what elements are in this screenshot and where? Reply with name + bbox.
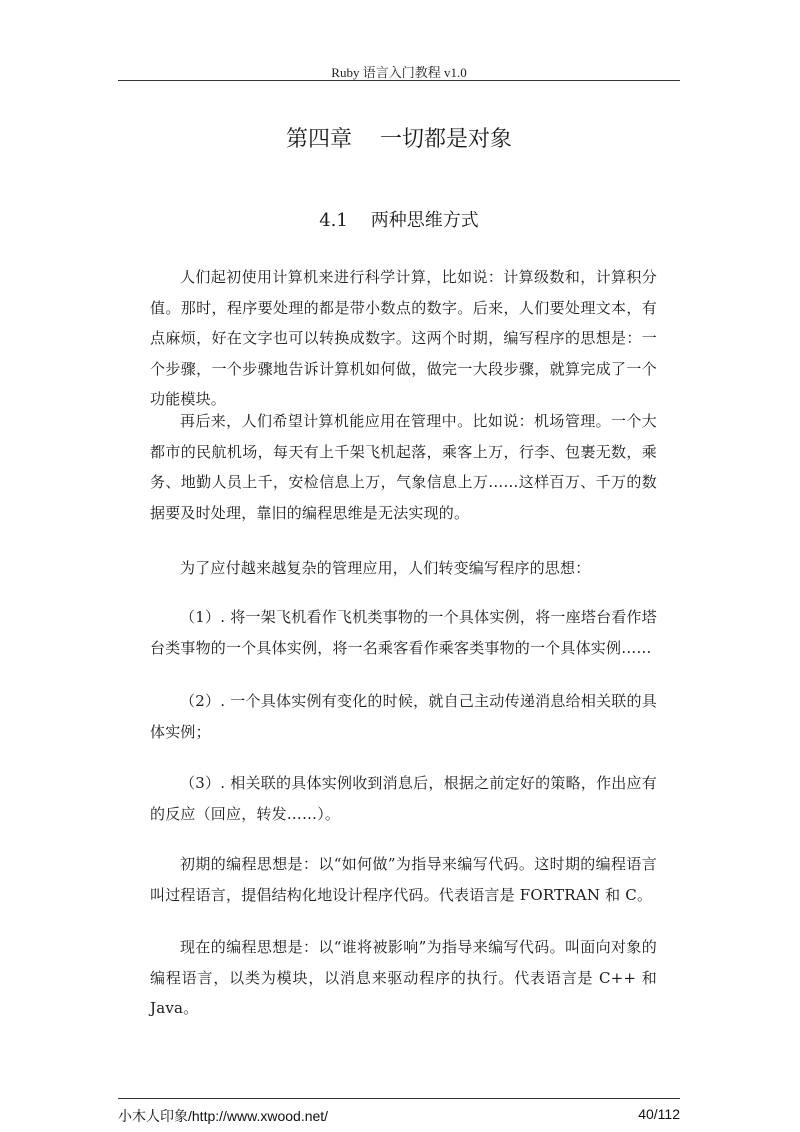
section-title: 4.1 两种思维方式 (319, 210, 479, 231)
paragraph-management: 再后来，人们希望计算机能应用在管理中。比如说：机场管理。一个大都市的民航机场，每天有上千架飞机起落，乘客上万，行李、包裹无数，乘务、地勤人员上千，安检信息上万，气象信息上万……这样百万、千万的数据要及时处理，靠旧的编程思维是无法实现的。 (150, 412, 657, 522)
paragraph-early-paradigm: 初期的编程思想是：以“如何做”为指导来编写代码。这时期的编程语言叫过程语言，提倡结构化地设计程序代码。代表语言是 FORTRAN 和 C。 (150, 855, 657, 904)
paragraph-intro: 人们起初使用计算机来进行科学计算，比如说：计算级数和，计算积分值。那时，程序要处理的都是带小数点的数字。后来，人们要处理文本，有点麻烦，好在文字也可以转换成数字。这两个时期，编写程序的思想是：一个步骤，一个步骤地告诉计算机如何做，做完一大段步骤，就算完成了一个功能模块。 (150, 268, 657, 408)
list-item-3: （3）. 相关联的具体实例收到消息后，根据之前定好的策略，作出应有的反应（回应，转发……）。 (150, 774, 657, 823)
footer-site-link[interactable]: 小木人印象/http://www.xwood.net/ (118, 1108, 329, 1124)
list-item-1: （1）. 将一架飞机看作飞机类事物的一个具体实例，将一座塔台看作塔台类事物的一个具体实例，将一名乘客看作乘客类事物的一个具体实例…… (150, 608, 657, 657)
header-divider (118, 80, 680, 81)
chapter-title: 第四章 一切都是对象 (286, 127, 512, 152)
paragraph-transition: 为了应付越来越复杂的管理应用，人们转变编写程序的思想： (180, 559, 591, 577)
paragraph-current-paradigm: 现在的编程思想是：以“谁将被影响”为指导来编写代码。叫面向对象的编程语言，以类为模块，以消息来驱动程序的执行。代表语言是 C++ 和 Java。 (150, 938, 657, 1017)
running-header: Ruby 语言入门教程 v1.0 (331, 65, 467, 80)
list-item-2: （2）. 一个具体实例有变化的时候，就自己主动传递消息给相关联的具体实例； (150, 692, 657, 741)
footer-divider (118, 1098, 680, 1099)
page-number: 40/112 (638, 1106, 680, 1122)
